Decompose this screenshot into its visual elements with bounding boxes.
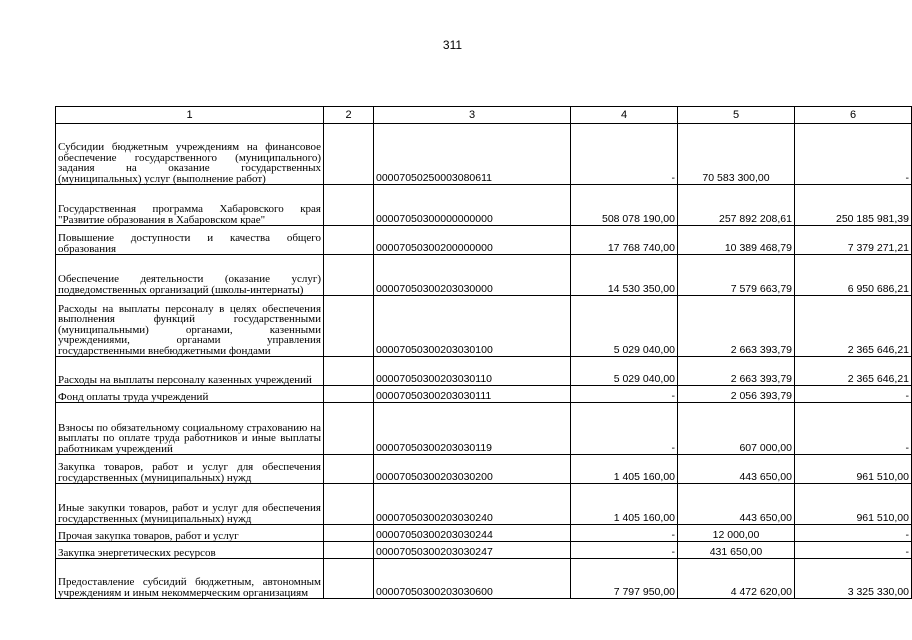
row-code: 00007050300203030110 [374,357,571,386]
row-name: Субсидии бюджетным учреждениям на финансовое обеспечение государственного (муниципального) задания на оказание государственных (муниципальных) услуг (выполнение работ) [56,124,324,185]
row-name: Закупка энергетических ресурсов [56,542,324,559]
table-row [56,296,912,357]
row-code: 00007050300203030100 [374,296,571,357]
header-col-4: 4 [571,107,678,124]
row-code: 00007050300203030600 [374,559,571,599]
row-col6: 961 510,00 [795,484,912,525]
row-col4: 14 530 350,00 [571,255,678,296]
row-col4: 5 029 040,00 [571,296,678,357]
row-code: 00007050300203030111 [374,386,571,403]
row-col4: - [571,403,678,455]
row-col4: 7 797 950,00 [571,559,678,599]
row-code: 00007050300203030119 [374,403,571,455]
table-row [56,185,912,226]
row-col5: 4 472 620,00 [678,559,795,599]
row-col4: - [571,124,678,185]
row-col6: - [795,403,912,455]
row-name: Закупка товаров, работ и услуг для обеспечения государственных (муниципальных) нужд [56,455,324,484]
row-col4: - [571,386,678,403]
row-col2 [324,255,374,296]
row-col4: - [571,525,678,542]
row-col4: - [571,542,678,559]
row-name: Взносы по обязательному социальному страхованию на выплаты по оплате труда работников и иные выплаты работникам учреждений [56,403,324,455]
row-col6: - [795,386,912,403]
row-col5: 257 892 208,61 [678,185,795,226]
table-row [56,386,912,403]
row-name: Повышение доступности и качества общего образования [56,226,324,255]
row-col6: 2 365 646,21 [795,296,912,357]
row-code: 00007050300203030000 [374,255,571,296]
row-col6: - [795,124,912,185]
header-col-3: 3 [374,107,571,124]
row-col2 [324,455,374,484]
row-code: 00007050300203030244 [374,525,571,542]
row-col5: 12 000,00 [678,525,795,542]
row-code: 00007050300203030200 [374,455,571,484]
row-col6: 6 950 686,21 [795,255,912,296]
row-col6: 7 379 271,21 [795,226,912,255]
row-code: 00007050300203030247 [374,542,571,559]
page-number: 311 [442,38,463,52]
table-row [56,226,912,255]
row-col5: 70 583 300,00 [678,124,795,185]
table-row [56,525,912,542]
row-col2 [324,542,374,559]
row-name: Расходы на выплаты персоналу в целях обеспечения выполнения функций государственными (муниципальными) органами, казенными учреждениями, органами управления государственными внебюджетными фондами [56,296,324,357]
row-name: Предоставление субсидий бюджетным, автономным учреждениям и иным некоммерческим организациям [56,559,324,599]
row-name: Обеспечение деятельности (оказание услуг) подведомственных организаций (школы-интернаты) [56,255,324,296]
row-col4: 1 405 160,00 [571,484,678,525]
row-name: Прочая закупка товаров, работ и услуг [56,525,324,542]
row-col6: - [795,525,912,542]
row-name: Расходы на выплаты персоналу казенных учреждений [56,357,324,386]
row-code: 00007050250003080611 [374,124,571,185]
row-col2 [324,386,374,403]
row-col4: 1 405 160,00 [571,455,678,484]
table-row [56,542,912,559]
row-col6: 250 185 981,39 [795,185,912,226]
row-code: 00007050300200000000 [374,226,571,255]
row-col5: 2 663 393,79 [678,296,795,357]
row-col5: 431 650,00 [678,542,795,559]
row-col2 [324,525,374,542]
row-name: Государственная программа Хабаровского края "Развитие образования в Хабаровском крае" [56,185,324,226]
row-name: Иные закупки товаров, работ и услуг для обеспечения государственных (муниципальных) нужд [56,484,324,525]
row-col5: 10 389 468,79 [678,226,795,255]
header-col-1: 1 [56,107,324,124]
table-row [56,255,912,296]
row-col5: 2 663 393,79 [678,357,795,386]
row-col5: 7 579 663,79 [678,255,795,296]
row-name: Фонд оплаты труда учреждений [56,386,324,403]
row-col2 [324,226,374,255]
row-col5: 443 650,00 [678,484,795,525]
row-col2 [324,124,374,185]
row-col4: 17 768 740,00 [571,226,678,255]
header-row [56,107,912,124]
header-col-5: 5 [678,107,795,124]
table-row [56,455,912,484]
row-col6: 961 510,00 [795,455,912,484]
row-col6: 2 365 646,21 [795,357,912,386]
row-col2 [324,185,374,226]
row-col6: 3 325 330,00 [795,559,912,599]
row-col6: - [795,542,912,559]
budget-table [55,106,912,599]
row-code: 00007050300203030240 [374,484,571,525]
table-row [56,357,912,386]
row-col2 [324,484,374,525]
table-row [56,484,912,525]
row-col4: 5 029 040,00 [571,357,678,386]
row-col5: 2 056 393,79 [678,386,795,403]
row-code: 00007050300000000000 [374,185,571,226]
row-col5: 443 650,00 [678,455,795,484]
table-row [56,559,912,599]
row-col5: 607 000,00 [678,403,795,455]
row-col2 [324,559,374,599]
row-col2 [324,357,374,386]
row-col2 [324,403,374,455]
row-col4: 508 078 190,00 [571,185,678,226]
header-col-2: 2 [324,107,374,124]
table-row [56,124,912,185]
table-row [56,403,912,455]
header-col-6: 6 [795,107,912,124]
row-col2 [324,296,374,357]
